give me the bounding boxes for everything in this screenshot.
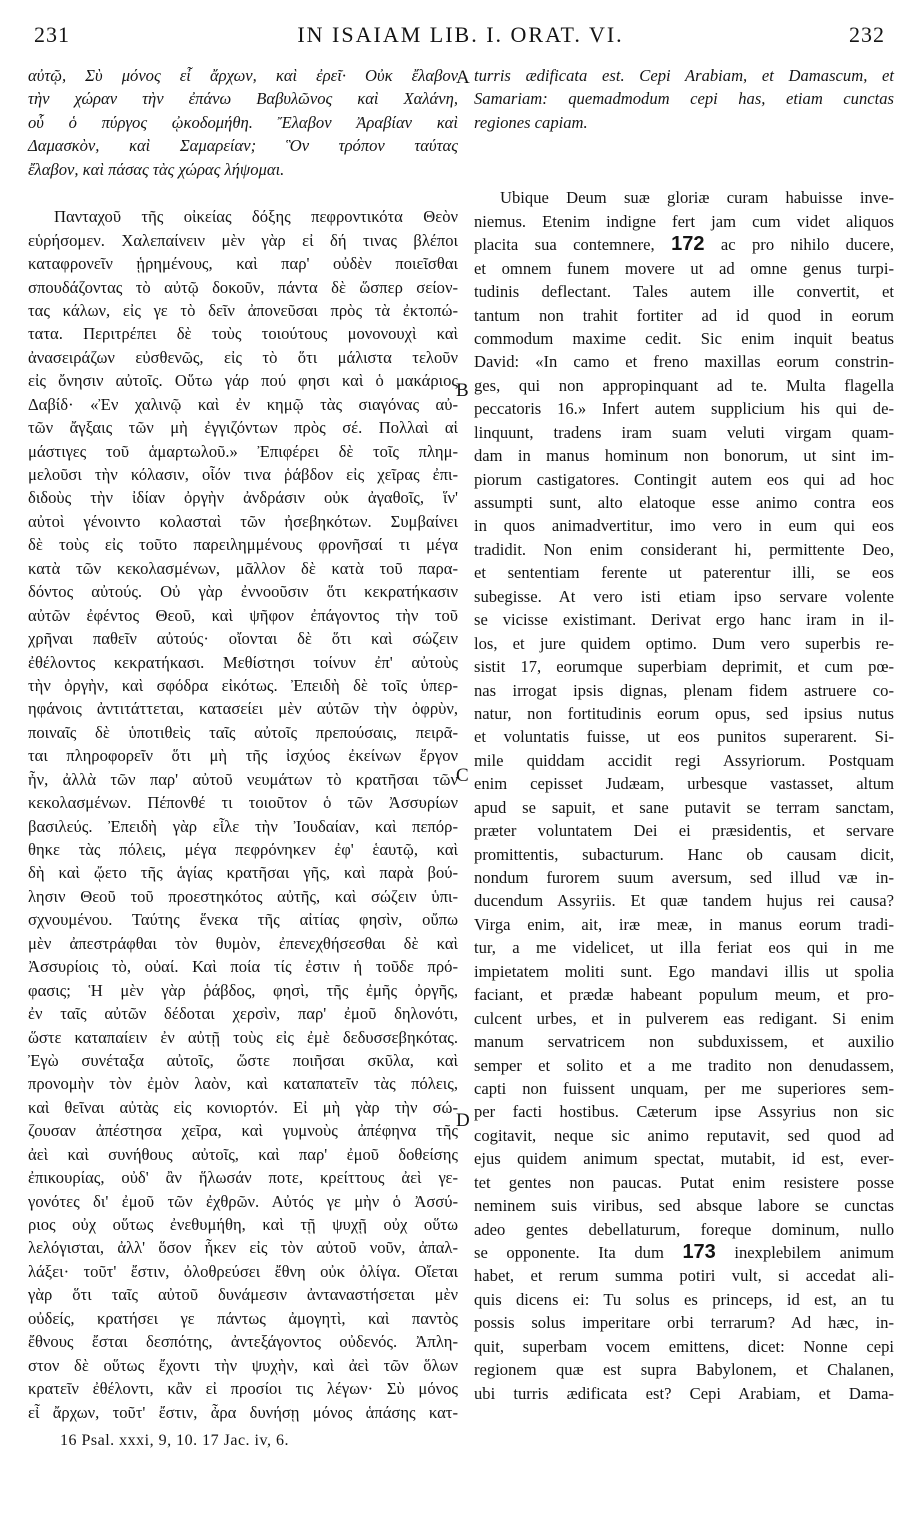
latin-text-line: quis dicens ei: Tu solus es princeps, id est, an tu: [474, 1289, 894, 1309]
greek-text-line: ριος οὐχ οὕτως ἐνεθυμήθη, καὶ τῇ ψυχῇ οὐχ οὕτω: [28, 1215, 458, 1234]
latin-text-line: tet gentes non paucas. Putat enim resistere posse: [474, 1172, 894, 1192]
column-number: 172: [671, 233, 705, 256]
latin-text-line: Ubique Deum suæ gloriæ curam habuisse inve-: [500, 188, 894, 208]
greek-text-line: καταφρονεῖν ᾑρημένους, καὶ παρ' οὐδὲν ποιεῖσθαι: [28, 254, 458, 274]
footnotes: 16 Psal. xxxi, 9, 10. 17 Jac. iv, 6.: [60, 1432, 289, 1449]
latin-text-line: impietatem moliti sunt. Ego mandavi illis ut spolia: [474, 961, 894, 981]
paragraph-gap: [28, 181, 458, 205]
latin-text-line: commodum maxime cedit. Sic enim inquit beatus: [474, 328, 894, 348]
greek-text-line: ἀνασειράζων εὐσθενῶς, εἰς τὸ ὅτι μάλιστα τελοῦν: [28, 347, 458, 367]
greek-text-line: αὐτοὶ γένοιντο κολασταὶ τῶν ἠσεβηκότων. Συμβαίνει: [28, 511, 458, 531]
page-number-left: 231: [34, 22, 70, 47]
latin-text-line: cogitavit, neque sic animo reputavit, sed quod ad: [474, 1125, 894, 1145]
section-marker-b: B: [456, 380, 469, 401]
greek-text-line: προνομὴν τὸν ἐμὸν λαὸν, καὶ καταπατεῖν τὰς πόλεις,: [28, 1074, 458, 1094]
greek-text-line: τὴν χώραν τὴν ἐπάνω Βαβυλῶνος καὶ Χαλάνη,: [28, 89, 458, 109]
column-number: 173: [682, 1241, 716, 1263]
latin-text-line: culcent urbes, et in pulverem eas redigant. Si enim: [474, 1008, 894, 1028]
latin-text-line: manum servatricem non subduxissem, et auxilio: [474, 1032, 894, 1052]
greek-text-line: τὴν ὀργὴν, καὶ σφόδρα εἰκότως. Ἐπειδὴ δὲ τοῖς ὑπερ-: [28, 675, 458, 695]
latin-text-line: niemus. Etenim indigne fert jam cum videt aliquos: [474, 211, 894, 231]
latin-text-line: per facti hostibus. Cæterum ipse Assyrius non sic: [474, 1102, 894, 1122]
latin-text-line: et omnem funem movere ut ad omne genus turpi-: [474, 258, 894, 278]
latin-text-line: assumpti sunt, alto elatoque esse animo contra eos: [474, 493, 894, 512]
greek-text-line: τῶν ἄγξαις τῶν μὴ ἐγγιζόντων πρὸς σέ. Πολλαὶ αἱ: [28, 418, 458, 438]
greek-text-line: μάστιγες τοῦ ἁμαρτωλοῦ.» Ἐπιφέρει δὲ τοῖς πλημ-: [28, 441, 458, 461]
latin-text-line: se vicisse existimant. Derivat ergo hanc iram in il-: [474, 610, 894, 630]
greek-text-line: λάξει· τοῦτ' ἔστιν, ὀλοθρεύσει ἔθνη οὐκ ὀλίγα. Οἴεται: [28, 1261, 458, 1281]
greek-text-line: οὐδείς, κρατήσει γε πάντως ἀμογητὶ, καὶ παντὸς: [28, 1308, 458, 1328]
latin-text-line: David: «In camo et freno maxillas eorum constrin-: [474, 352, 894, 372]
greek-text-line: οὗ ὁ πύργος ᾠκοδομήθη. Ἔλαβον Ἀραβίαν καὶ: [28, 112, 458, 132]
latin-text-line: semper et solito et a me tradito non denudassem,: [474, 1055, 894, 1075]
latin-text-line: quit, superbam vocem emittens, dicet: Nonne cepi: [474, 1336, 894, 1356]
greek-text-line: ται πληροφορεῖν ὅτι μὴ τῆς ἰσχύος ἐκείνων ἔργον: [28, 746, 458, 766]
latin-text-line: subegisse. At vero isti etiam ipso servare volente: [474, 586, 894, 606]
latin-heading-line: regiones capiam.: [474, 112, 588, 132]
latin-text-line: tudinis deflectant. Tales autem ille convertit, et: [474, 282, 894, 302]
latin-text-line: promittentis, subacturum. Hanc ob causam dicit,: [474, 844, 894, 864]
latin-text-line: se opponente. Ita dum 173 inexplebilem animum: [474, 1241, 894, 1263]
latin-text-line: peccatoris 16.» Infert autem supplicium his qui de-: [474, 399, 894, 419]
greek-text-line: ηφάνοις ἀντιτάττεται, κατασείει μὲν αὐτῶν τὴν ὀφρὺν,: [28, 699, 458, 719]
latin-text-line: in quos animadvertitur, imo vero in eum qui eos: [474, 516, 894, 536]
section-marker-c: C: [456, 765, 469, 786]
greek-text-line: ὥστε καταπαίειν ἐν αὐτῇ τοὺς εἰς ἐμὲ δεδυσσεβηκότας.: [28, 1027, 458, 1047]
greek-text-line: εἶ ἄρχων, τοῦτ' ἔστιν, ἆρα δυνήσῃ μόνος ἁπάσης κατ-: [28, 1402, 458, 1422]
greek-text-line: μὲν ἀπεστράφθαι τὸν θυμὸν, ἐπενεχθήσεσθαι δὲ καὶ: [28, 933, 458, 953]
greek-text-line: δὲ τοὺς εἰς τοῦτο παρειλημμένους φρονῆσαί τι μέγα: [28, 535, 458, 555]
latin-text-line: piorum castigatores. Contingit autem eos qui ad hoc: [474, 469, 894, 489]
section-marker-a: A: [456, 67, 470, 88]
latin-text-line: placita sua contemnere, 172 ac pro nihilo ducere,: [474, 233, 894, 256]
latin-text-line: possis solus imperitare orbi terrarum? Ad hæc, in-: [474, 1313, 894, 1333]
greek-text-line: ζουσαν ἀπέστησα χεῖρα, καὶ γυμνοὺς ἀπέφηνα τῆς: [28, 1121, 458, 1141]
latin-text-line: ubi turris ædificata est? Cepi Arabiam, et Dama-: [474, 1383, 894, 1403]
greek-text-line: σπουδάζοντας τὸ αὐτῷ δοκοῦν, πάντα δὲ ὥσπερ σείον-: [28, 277, 458, 297]
greek-text-line: γονότες δι' ἐμοῦ τῶν ἐχθρῶν. Αὐτός γε μὴν ὁ Ἀσσύ-: [28, 1191, 458, 1211]
greek-text-line: ποιναῖς δὲ ὑποτιθεὶς ταῖς αὐτοῖς πρεπούσαις, πειρᾶ-: [28, 722, 458, 742]
latin-text-line: regionem quæ est supra Babylonem, et Chalanen,: [474, 1360, 894, 1380]
greek-text-line: εἰς ὄνησιν αὐτοῖς. Οὕτω γάρ πού φησι καὶ ὁ μακάριος: [28, 371, 458, 391]
greek-text-line: βασιλεύς. Ἐπειδὴ γὰρ εἷλε τὴν Ἰουδαίαν, καὶ πεπόρ-: [28, 816, 458, 836]
latin-text-line: tradidit. Non enim considerant hi, permittente Deo,: [474, 539, 894, 559]
page-number-right: 232: [849, 22, 885, 47]
latin-text-line: enim cepisset Judæam, urbesque vastasset, altum: [474, 774, 894, 794]
greek-text-line: Πανταχοῦ τῆς οἰκείας δόξης πεφροντικότα Θεὸν: [54, 207, 458, 227]
latin-heading-line: turris ædificata est. Cepi Arabiam, et Damascum, et: [474, 66, 894, 85]
greek-text-line: αὐτῷ, Σὺ μόνος εἶ ἄρχων, καὶ ἐρεῖ· Οὐκ ἔλαβον: [28, 66, 458, 85]
greek-text-line: ἀεὶ καὶ συνήθους αὐτοῖς, καὶ παρ' ἐμοῦ δοθείσης: [28, 1144, 458, 1164]
greek-text-line: ἔθνους ἔσται δεσπότης, ἀντεξάγοντος οὐδενός. Ἀπλη-: [28, 1332, 458, 1352]
greek-text-line: ἐπικουρίας, οὐδ' ἂν ἥλωσάν ποτε, κρείττους ἀεὶ γε-: [28, 1168, 458, 1188]
latin-text-line: Virga enim, ait, iræ meæ, in manus eorum tradi-: [474, 914, 894, 934]
greek-text-line: τας κάλων, εἰς γε τὸ δεῖν ἀπονεῦσαι πρὸς τὰ ἐκτοπώ-: [28, 300, 458, 320]
greek-text-line: σχνουμένου. Ταύτης ἕνεκα τῆς αἰτίας φησὶν, οὔπω: [28, 910, 458, 930]
greek-text-line: γὰρ ὅτι ταῖς αὐτοῦ δυνάμεσιν ἀνταναστήσεται μὲν: [28, 1285, 458, 1305]
section-marker-d: D: [456, 1110, 470, 1131]
latin-text-line: et sententiam ferente ut paterentur illi, se eos: [474, 563, 894, 583]
greek-text-line: δόντος αὐτούς. Οὐ γὰρ ἐννοοῦσιν ὅτι κεκρατήκασιν: [28, 582, 458, 602]
latin-text-line: nondum furorem suum aversum, sed illud væ in-: [474, 868, 894, 887]
latin-text-line: tur, a me videlicet, ut illa feriat eos qui in me: [474, 938, 894, 958]
greek-column: [28, 64, 458, 1424]
greek-text-line: ἔλαβον, καὶ πάσας τὰς χώρας λήψομαι.: [28, 159, 285, 179]
greek-text-line: διδοὺς τὴν ἰδίαν ὀργὴν ἀνδράσιν οὐκ ἀγαθοῖς, ἵν': [28, 488, 458, 508]
greek-text-line: λελόγισται, ἀλλ' ὅσον ἧκεν εἰς τὸν αὐτοῦ νοῦν, ἀπαλ-: [28, 1238, 458, 1258]
greek-text-line: χρῆναι παθεῖν αὐτούς· οἴονται δὲ ὅτι καὶ σώζειν: [28, 629, 458, 649]
greek-text-line: καὶ θεῖναι αὐτὰς εἰς κονιορτόν. Εἰ μὴ γὰρ τὴν σώ-: [28, 1097, 458, 1117]
running-header: [30, 16, 891, 52]
latin-text-line: nas irrogat ipsis dignas, plenam fidem astruere co-: [474, 680, 894, 700]
running-title: IN ISAIAM LIB. I. ORAT. VI.: [297, 22, 624, 47]
greek-text-line: ἐν ταῖς αὐτῶν δέδοται χερσὶν, παρ' ἐμοῦ δηλονότι,: [28, 1004, 458, 1024]
latin-text-line: apud se sapuit, et sane putavit se terram sanctam,: [474, 797, 894, 817]
greek-text-line: Δαβίδ· «Ἐν χαλινῷ καὶ ἐν κημῷ τὰς σιαγόνας αὐ-: [28, 394, 458, 414]
greek-text-line: κρατεῖν ἐθέλοντι, κἂν εἰ προσίοι τις λέγων· Σὺ μόνος: [28, 1379, 458, 1399]
latin-text-line: ejus quidem animum spectat, mutabit, id est, ever-: [474, 1149, 894, 1169]
latin-text-line: capti non fuissent unquam, per me superiores sem-: [474, 1078, 894, 1098]
latin-text-line: adeo gentes debellaturum, foreque dominum, nullo: [474, 1219, 894, 1239]
latin-column: [474, 64, 894, 1405]
greek-text-line: εὑρήσομεν. Χαλεπαίνειν μὲν γὰρ εἰ δή τινας βλέποι: [28, 230, 458, 250]
greek-text-line: στον δὲ οὕτως ἔχοντι τὴν ψυχὴν, καὶ ἀεὶ τῶν ὅλων: [28, 1355, 458, 1375]
latin-text-line: sistit 17, eorumque superbiam deprimit, et cum pœ-: [474, 657, 894, 677]
latin-text-line: habet, et rerum summa potiri vult, si accedat ali-: [474, 1266, 894, 1286]
greek-text-line: δὴ καὶ ᾤετο τῆς ἁγίας κρατῆσαι γῆς, καὶ παρὰ βού-: [28, 863, 458, 883]
greek-text-line: Δαμασκὸν, καὶ Σαμαρείαν; Ὃν τρόπον ταύτας: [28, 136, 458, 156]
greek-text-line: θηκε τὰς πόλεις, μέγα πεφρόνηκεν ἐφ' ἑαυτῷ, καὶ: [28, 840, 458, 859]
greek-text-line: αὐτῶν ἐφέντος Θεοῦ, καὶ ψῆφον ἐπάγοντος τὴν τοῦ: [28, 605, 458, 625]
greek-text-line: μελοῦσι τὴν κόλασιν, οἷόν τινα ῥάβδον εἰς χεῖρας ἐπι-: [28, 465, 458, 484]
latin-text-line: neminem suis viribus, sed absque labore se cunctas: [474, 1196, 894, 1216]
latin-text-line: ges, qui non appropinquant ad te. Multa flagella: [474, 375, 894, 395]
latin-text-line: natur, non fortitudinis eorum opus, sed ipsius nutus: [474, 703, 894, 723]
greek-text-line: Ἐγὼ συνέταξα αὐτοῖς, ὥστε ποιῆσαι σκῦλα, καὶ: [28, 1050, 458, 1070]
greek-text-line: τατα. Περιτρέπει δὲ τοὺς τοιούτους μονονουχὶ καὶ: [28, 324, 458, 344]
latin-text-line: tantum non trahit fortiter ad id quod in eorum: [474, 305, 894, 325]
latin-text-line: dam in manus hominum non bonorum, ut sint im-: [474, 446, 894, 466]
latin-text-line: linquunt, tradens iram suam veluti virgam quam-: [474, 422, 894, 442]
latin-text-line: faciant, et prædæ habeant populum meum, et pro-: [474, 985, 894, 1005]
paragraph-gap: [474, 134, 894, 186]
greek-text-line: λησιν Θεοῦ τοῦ προεστηκότος αὐτῆς, καὶ σώζειν ὑπι-: [28, 886, 458, 906]
latin-text-line: los, et jure quidem optimo. Dum vero superbis re-: [474, 633, 894, 653]
greek-text-line: ἦν, ἀλλὰ τῶν παρ' αὐτοῦ νευμάτων τὸ κρατῆσαι τῶν: [28, 769, 458, 789]
latin-text-line: mile quiddam accidit regi Assyriorum. Postquam: [474, 750, 894, 770]
latin-text-line: ducendum Assyriis. Et quæ tandem hujus rei causa?: [474, 891, 894, 911]
greek-text-line: φασις; Ἡ μὲν γὰρ ῥάβδος, φησὶ, τῆς ἐμῆς ὀργῆς,: [28, 980, 458, 1000]
greek-text-line: ἐθέλοντος κεκρατήκασι. Μεθίστησι τοίνυν ἐπ' αὐτοὺς: [28, 652, 458, 672]
greek-text-line: Ἀσσυρίοις τὸ, οὐαί. Καὶ ποία τίς ἐστιν ἡ τοῦδε πρό-: [28, 957, 458, 977]
greek-text-line: κατὰ τῶν κεκολασμένων, μᾶλλον δὲ κατὰ τοῦ παρα-: [28, 558, 458, 578]
greek-text-line: κεκολασμένων. Πέπονθέ τι τοιοῦτον ὁ τῶν Ἀσσυρίων: [28, 793, 458, 813]
latin-heading-line: Samariam: quemadmodum cepi has, etiam cunctas: [474, 89, 894, 109]
latin-text-line: præter voluntatem Dei ei præsidentis, et servare: [474, 821, 894, 841]
latin-text-line: et voluntatis fuisse, ut eos punitos superarent. Si-: [474, 727, 894, 747]
